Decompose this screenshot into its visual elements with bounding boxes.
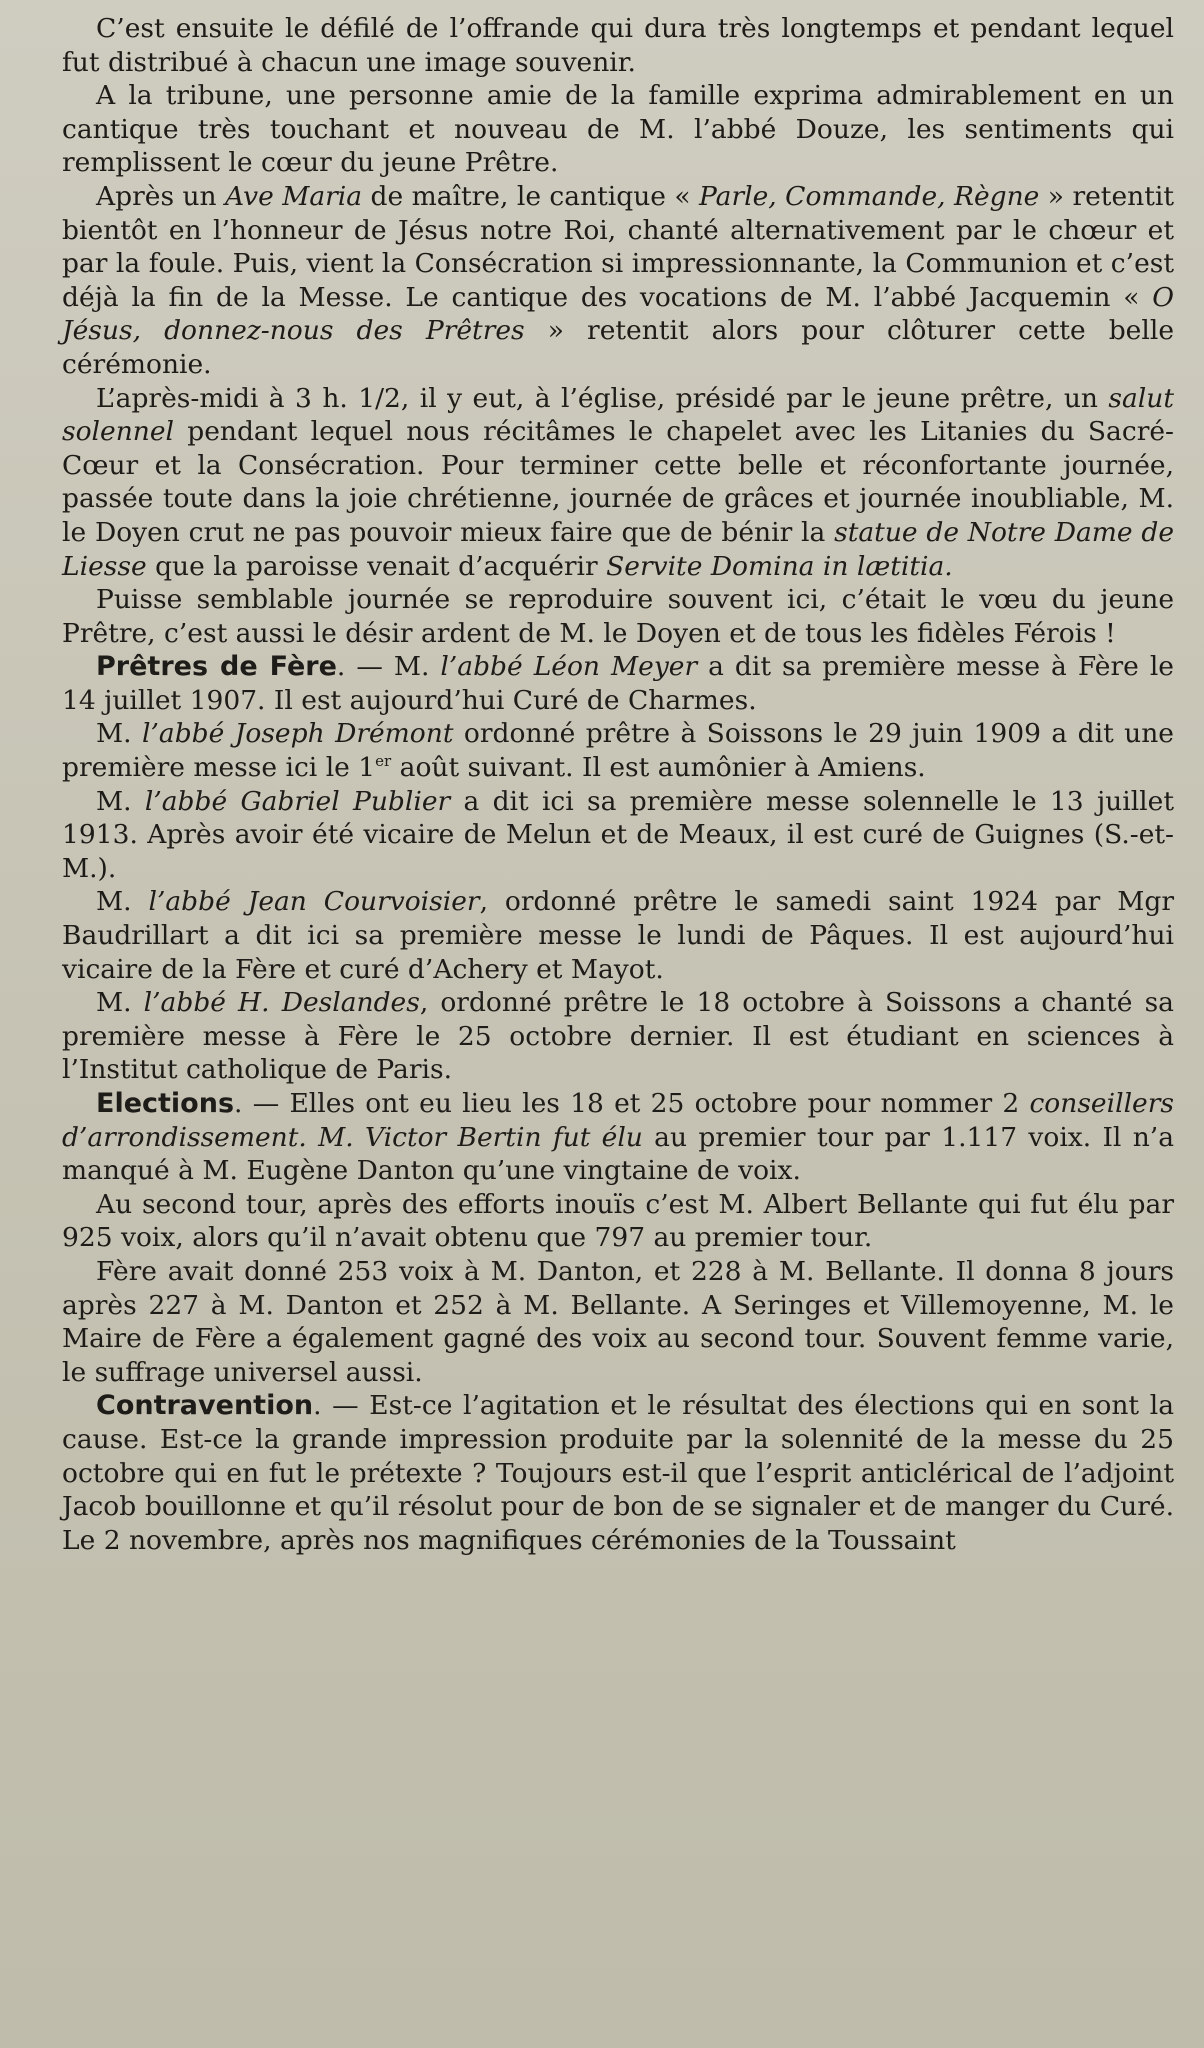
- paragraph-puisse: Puisse semblable journée se reproduire souvent ici, c’était le vœu du jeune Prêtre, c’est aussi le désir ardent de M. le Doyen et de tous les fidèles Férois !: [62, 584, 1174, 649]
- section-heading: Prêtres de Fère: [96, 651, 337, 683]
- paragraph-apres-midi: L’après-midi à 3 h. 1/2, il y eut, à l’église, présidé par le jeune prêtre, un salut solennel pendant lequel nous récitâmes le chapelet avec les Litanies du Sacré-Cœur et la Consécration. Pour terminer cette belle et réconfortante journée, passée toute dans la joie chrétienne, journée de grâces et journée inoubliable, M. le Doyen crut ne pas pouvoir mieux faire que de bénir la statue de Notre Dame de Liesse que la paroisse venait d’acquérir Servite Domina in lætitia.: [62, 382, 1175, 582]
- paragraph-offrande: C’est ensuite le défilé de l’offrande qui dura très longtemps et pendant lequel fut distribué à chacun une image souvenir.: [62, 13, 1174, 78]
- section-heading: Contravention: [96, 1390, 314, 1422]
- paragraph-publier: M. l’abbé Gabriel Publier a dit ici sa première messe solennelle le 13 juillet 1913. Après avoir été vicaire de Melun et de Meaux, il est curé de Guignes (S.-et-M.).: [62, 785, 1174, 884]
- paragraph-tribune: A la tribune, une personne amie de la famille exprima admirablement en un cantique très touchant et nouveau de M. l’abbé Douze, les sentiments qui remplissent le cœur du jeune Prêtre.: [62, 80, 1174, 179]
- section-pretres-de-fere: Prêtres de Fère. — M. l’abbé Léon Meyer a dit sa première messe à Fère le 14 juillet 1907. Il est aujourd’hui Curé de Charmes.: [62, 651, 1174, 716]
- paragraph-second-tour: Au second tour, après des efforts inouïs c’est M. Albert Bellante qui fut élu par 925 voix, alors qu’il n’avait obtenu que 797 au premier tour.: [62, 1188, 1174, 1254]
- paragraph-courvoisier: M. l’abbé Jean Courvoisier, ordonné prêtre le samedi saint 1924 par Mgr Baudrillart a dit ici sa première messe le lundi de Pâques. Il est aujourd’hui vicaire de la Fère et curé d’Achery et Mayot.: [62, 886, 1175, 985]
- paragraph-fere-voix: Fère avait donné 253 voix à M. Danton, et 228 à M. Bellante. Il donna 8 jours après 227 à M. Danton et 252 à M. Bellante. A Seringes et Villemoyenne, M. le Maire de Fère a également gagné des voix au second tour. Souvent femme varie, le suffrage universel aussi.: [62, 1255, 1174, 1388]
- paragraph-ave-maria: Après un Ave Maria de maître, le cantique « Parle, Commande, Règne » retentit bientôt en l’honneur de Jésus notre Roi, chanté alternativement par le chœur et par la foule. Puis, vient la Consécration si impressionnante, la Communion et c’est déjà la fin de la Messe. Le cantique des vocations de M. l’abbé Jacquemin « O Jésus, donnez-nous des Prêtres » retentit alors pour clôturer cette belle cérémonie.: [62, 180, 1174, 380]
- section-contravention: Contravention. — Est-ce l’agitation et le résultat des élections qui en sont la cause. Est-ce la grande impression produite par la solennité de la messe du 25 octobre qui en fut le prétexte ? Toujours est-il que l’esprit anticlérical de l’adjoint Jacob bouillonne et qu’il résolut pour de bon de se signaler et de manger du Curé. Le 2 novembre, après nos magnifiques cérémonies de la Toussaint: [62, 1390, 1174, 1556]
- paragraph-deslandes: M. l’abbé H. Deslandes, ordonné prêtre le 18 octobre à Soissons a chanté sa première messe à Fère le 25 octobre dernier. Il est étudiant en sciences à l’Institut catholique de Paris.: [62, 987, 1174, 1086]
- section-heading: Elections: [96, 1088, 235, 1119]
- paragraph-dremont: M. l’abbé Joseph Drémont ordonné prêtre à Soissons le 29 juin 1909 a dit une première messe ici le 1er août suivant. Il est aumônier à Amiens.: [62, 718, 1174, 784]
- section-elections: Elections. — Elles ont eu lieu les 18 et 25 octobre pour nommer 2 conseillers d’arrondissement. M. Victor Bertin fut élu au premier tour par 1.117 voix. Il n’a manqué à M. Eugène Danton qu’une vingtaine de voix.: [62, 1088, 1174, 1187]
